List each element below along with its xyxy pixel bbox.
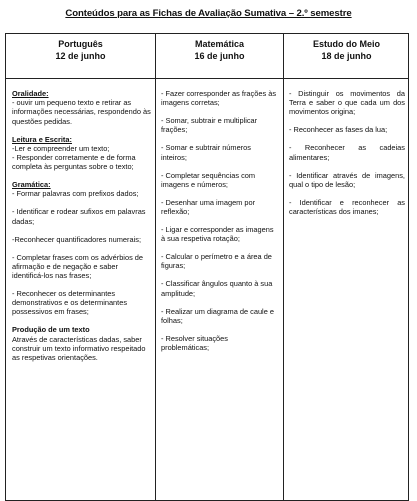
list-item: - Completar frases com os advérbios de afirmação e de negação e saber identificá-los nas frases; [12, 252, 144, 281]
list-item: - Completar sequências com imagens e números; [161, 170, 256, 189]
list-item: -Reconhecer quantificadores numerais; [12, 234, 141, 244]
list-item: Através de características dadas, saber construir um texto informativo respeitado as respetivas orientações. [12, 334, 146, 363]
header-portugues [6, 38, 155, 62]
subject-name: Estudo do Meio [313, 39, 380, 49]
subject-name: Português [58, 39, 103, 49]
section-heading-oralidade: Oralidade: [12, 89, 49, 98]
list-item: - Reconhecer as cadeias alimentares; [289, 143, 405, 162]
header-estudo-do-meio [284, 38, 409, 62]
list-item: - Somar, subtrair e multiplicar frações; [161, 116, 258, 135]
list-item: - Classificar ângulos quanto à sua amplitude; [161, 279, 273, 298]
list-item: - ouvir um pequeno texto e retirar as informações necessárias, respondendo às questões pedidas. [12, 98, 151, 126]
list-item: - Responder corretamente e de forma completa às perguntas sobre o texto; [12, 153, 136, 172]
list-item: -Ler e compreender um texto; [12, 143, 110, 153]
exam-date: 16 de junho [194, 51, 245, 61]
section-heading-leitura: Leitura e Escrita: [12, 134, 72, 144]
exam-date: 18 de junho [321, 51, 372, 61]
list-item: - Reconhecer as fases da lua; [289, 125, 388, 135]
list-item: - Identificar através de imagens, qual o tipo de lesão; [289, 170, 405, 189]
matematica-content [161, 89, 278, 361]
list-item: - Somar e subtrair números inteiros; [161, 143, 251, 162]
list-item: - Ligar e corresponder as imagens à sua respetiva rotação; [161, 225, 274, 244]
document-title: Conteúdos para as Fichas de Avaliação Sumativa – 2.º semestre [65, 8, 352, 19]
list-item: - Reconhecer os determinantes demonstrativos e os determinantes possessivos em frases; [12, 289, 128, 317]
list-item: - Realizar um diagrama de caule e folhas; [161, 306, 274, 325]
header-matematica [156, 38, 283, 62]
column-divider [283, 34, 284, 500]
list-item: - Identificar e reconhecer as características dos imanes; [289, 197, 405, 217]
column-divider [155, 34, 156, 500]
subject-name: Matemática [194, 39, 245, 49]
estudo-do-meio-content [289, 89, 405, 225]
list-item: - Fazer corresponder as frações às imagens corretas; [161, 89, 277, 108]
exam-date: 12 de junho [55, 51, 106, 61]
list-item: - Formar palavras com prefixos dados; [12, 189, 139, 199]
list-item: - Desenhar uma imagem por reflexão; [161, 197, 256, 217]
portugues-content [12, 89, 151, 371]
list-item: - Identificar e rodear sufixos em palavras dadas; [12, 207, 146, 226]
content-table [5, 33, 409, 501]
header-divider [6, 78, 408, 79]
list-item: - Calcular o perímetro e a área de figuras; [161, 252, 272, 271]
list-item: - Distinguir os movimentos da Terra e saber o que cada um dos movimentos origina; [289, 89, 405, 117]
section-heading-gramatica: Gramática: [12, 180, 51, 190]
list-item: - Resolver situações problemáticas; [161, 333, 228, 353]
section-heading-producao: Produção de um texto [12, 325, 90, 335]
